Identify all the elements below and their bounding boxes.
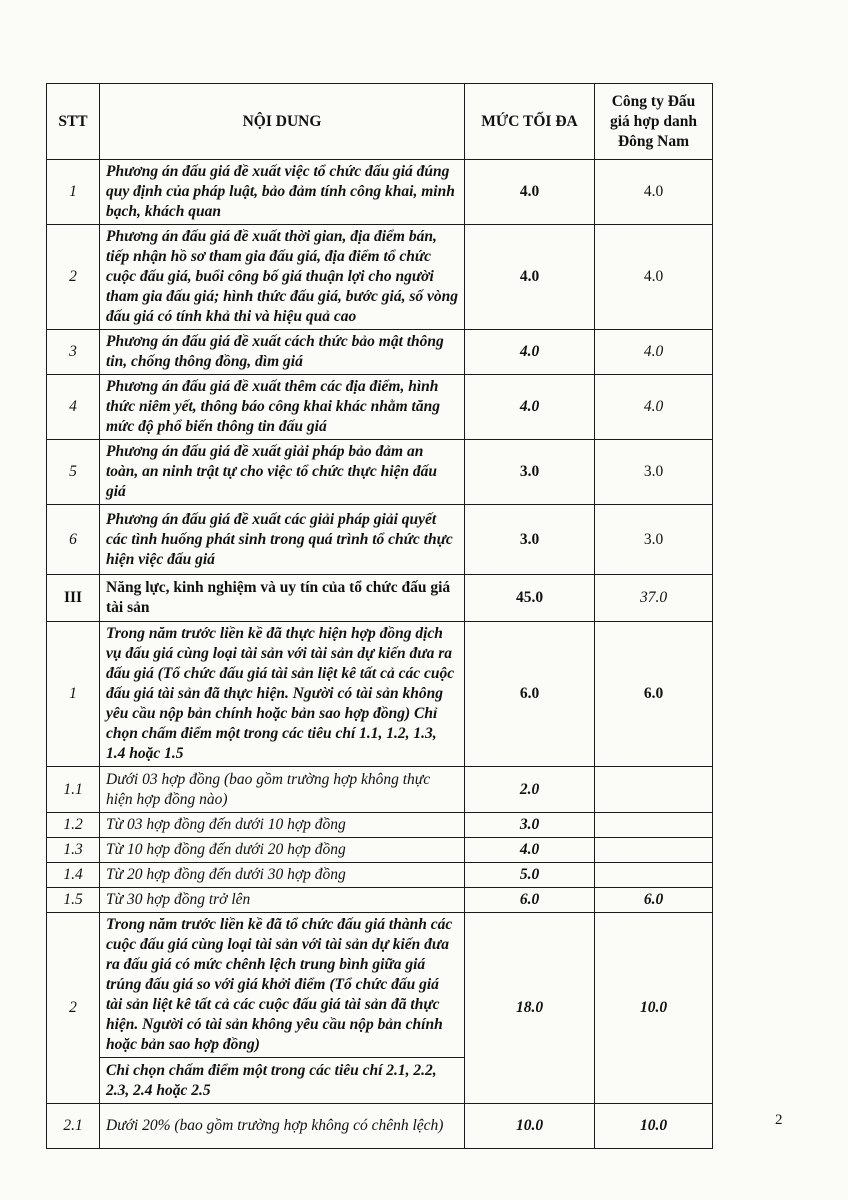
row-content: Từ 10 hợp đồng đến dưới 20 hợp đồng bbox=[100, 838, 465, 863]
row-company-score: 4.0 bbox=[595, 225, 713, 330]
table-row bbox=[47, 1104, 713, 1149]
row-content: Phương án đấu giá đề xuất cách thức bảo mật thông tin, chống thông đồng, dìm giá bbox=[100, 330, 465, 375]
table-row bbox=[47, 440, 713, 505]
row-company-score bbox=[595, 838, 713, 863]
row-content: Phương án đấu giá đề xuất thời gian, địa điểm bán, tiếp nhận hồ sơ tham gia đấu giá, địa điểm tổ chức cuộc đấu giá, buổi công bố giá thuận lợi cho người tham gia đấu giá; hình thức đấu giá, bước giá, số vòng đấu giá có tính khả thi và hiệu quả cao bbox=[100, 225, 465, 330]
header-stt: STT bbox=[47, 84, 100, 160]
table-row bbox=[47, 913, 713, 1058]
header-content: NỘI DUNG bbox=[100, 84, 465, 160]
table-row bbox=[47, 375, 713, 440]
row-max-score: 10.0 bbox=[465, 1104, 595, 1149]
table-row bbox=[47, 225, 713, 330]
row-content: Phương án đấu giá đề xuất giải pháp bảo đảm an toàn, an ninh trật tự cho việc tổ chức thực hiện đấu giá bbox=[100, 440, 465, 505]
table-row bbox=[47, 330, 713, 375]
row-content: Trong năm trước liền kề đã tổ chức đấu giá thành các cuộc đấu giá cùng loại tài sản với tài sản dự kiến đưa ra đấu giá có mức chênh lệch trung bình giữa giá trúng đấu giá so với giá khởi điểm (Tổ chức đấu giá tài sản liệt kê tất cả các cuộc đấu giá tài sản đã thực hiện. Người có tài sản không yêu cầu nộp bản chính hoặc bản sao hợp đồng) bbox=[100, 913, 465, 1058]
row-content: Trong năm trước liền kề đã thực hiện hợp đồng dịch vụ đấu giá cùng loại tài sản với tài sản dự kiến đưa ra đấu giá (Tổ chức đấu giá tài sản liệt kê tất cả các cuộc đấu giá tài sản đã thực hiện. Người có tài sản không yêu cầu nộp bản chính hoặc bản sao hợp đồng) Chỉ chọn chấm điểm một trong các tiêu chí 1.1, 1.2, 1.3, 1.4 hoặc 1.5 bbox=[100, 622, 465, 767]
row-content: Phương án đấu giá đề xuất thêm các địa điểm, hình thức niêm yết, thông báo công khai khác nhằm tăng mức độ phổ biến thông tin đấu giá bbox=[100, 375, 465, 440]
row-company-score: 3.0 bbox=[595, 440, 713, 505]
row-max-score: 4.0 bbox=[465, 225, 595, 330]
row-stt: 5 bbox=[47, 440, 100, 505]
row-company-score: 10.0 bbox=[595, 1104, 713, 1149]
row-stt: 1.4 bbox=[47, 863, 100, 888]
row-stt: 3 bbox=[47, 330, 100, 375]
row-content: Từ 20 hợp đồng đến dưới 30 hợp đồng bbox=[100, 863, 465, 888]
row-company-score: 3.0 bbox=[595, 505, 713, 575]
row-stt: 1.3 bbox=[47, 838, 100, 863]
row-content: Từ 30 hợp đồng trở lên bbox=[100, 888, 465, 913]
row-stt: 2.1 bbox=[47, 1104, 100, 1149]
row-stt: 2 bbox=[47, 913, 100, 1104]
page-number: 2 bbox=[775, 1112, 783, 1128]
header-company-score: Công ty Đấu giá hợp danh Đông Nam bbox=[595, 84, 713, 160]
row-max-score: 2.0 bbox=[465, 767, 595, 813]
row-company-score: 4.0 bbox=[595, 375, 713, 440]
row-content: Dưới 20% (bao gồm trường hợp không có chênh lệch) bbox=[100, 1104, 465, 1149]
row-content-note: Chỉ chọn chấm điểm một trong các tiêu chí 2.1, 2.2, 2.3, 2.4 hoặc 2.5 bbox=[100, 1058, 465, 1104]
table-header-row bbox=[47, 84, 713, 160]
row-content: Năng lực, kinh nghiệm và uy tín của tổ chức đấu giá tài sản bbox=[100, 575, 465, 622]
table-row bbox=[47, 888, 713, 913]
row-stt: 2 bbox=[47, 225, 100, 330]
table-row bbox=[47, 838, 713, 863]
row-company-score: 37.0 bbox=[595, 575, 713, 622]
row-company-score: 4.0 bbox=[595, 330, 713, 375]
row-stt: III bbox=[47, 575, 100, 622]
row-max-score: 5.0 bbox=[465, 863, 595, 888]
row-max-score: 45.0 bbox=[465, 575, 595, 622]
table-row bbox=[47, 863, 713, 888]
row-max-score: 4.0 bbox=[465, 160, 595, 225]
row-max-score: 18.0 bbox=[465, 913, 595, 1104]
row-company-score: 4.0 bbox=[595, 160, 713, 225]
row-stt: 1.2 bbox=[47, 813, 100, 838]
table-row bbox=[47, 622, 713, 767]
table-row bbox=[47, 813, 713, 838]
row-max-score: 6.0 bbox=[465, 622, 595, 767]
row-stt: 1 bbox=[47, 160, 100, 225]
row-stt: 4 bbox=[47, 375, 100, 440]
row-stt: 6 bbox=[47, 505, 100, 575]
row-stt: 1.1 bbox=[47, 767, 100, 813]
row-max-score: 3.0 bbox=[465, 440, 595, 505]
table-row bbox=[47, 505, 713, 575]
header-max-score: MỨC TỐI ĐA bbox=[465, 84, 595, 160]
row-max-score: 3.0 bbox=[465, 505, 595, 575]
row-max-score: 4.0 bbox=[465, 375, 595, 440]
section-row bbox=[47, 575, 713, 622]
row-company-score bbox=[595, 813, 713, 838]
row-content: Phương án đấu giá đề xuất việc tổ chức đấu giá đúng quy định của pháp luật, bảo đảm tính công khai, minh bạch, khách quan bbox=[100, 160, 465, 225]
row-content: Phương án đấu giá đề xuất các giải pháp giải quyết các tình huống phát sinh trong quá trình tổ chức thực hiện việc đấu giá bbox=[100, 505, 465, 575]
scoring-table bbox=[46, 83, 713, 1149]
row-stt: 1 bbox=[47, 622, 100, 767]
row-company-score: 10.0 bbox=[595, 913, 713, 1104]
row-max-score: 3.0 bbox=[465, 813, 595, 838]
row-max-score: 6.0 bbox=[465, 888, 595, 913]
row-stt: 1.5 bbox=[47, 888, 100, 913]
row-company-score: 6.0 bbox=[595, 622, 713, 767]
row-content: Từ 03 hợp đồng đến dưới 10 hợp đồng bbox=[100, 813, 465, 838]
row-max-score: 4.0 bbox=[465, 838, 595, 863]
table-row bbox=[47, 160, 713, 225]
row-company-score bbox=[595, 863, 713, 888]
row-company-score: 6.0 bbox=[595, 888, 713, 913]
table-row bbox=[47, 767, 713, 813]
row-content: Dưới 03 hợp đồng (bao gồm trường hợp không thực hiện hợp đồng nào) bbox=[100, 767, 465, 813]
row-max-score: 4.0 bbox=[465, 330, 595, 375]
row-company-score bbox=[595, 767, 713, 813]
